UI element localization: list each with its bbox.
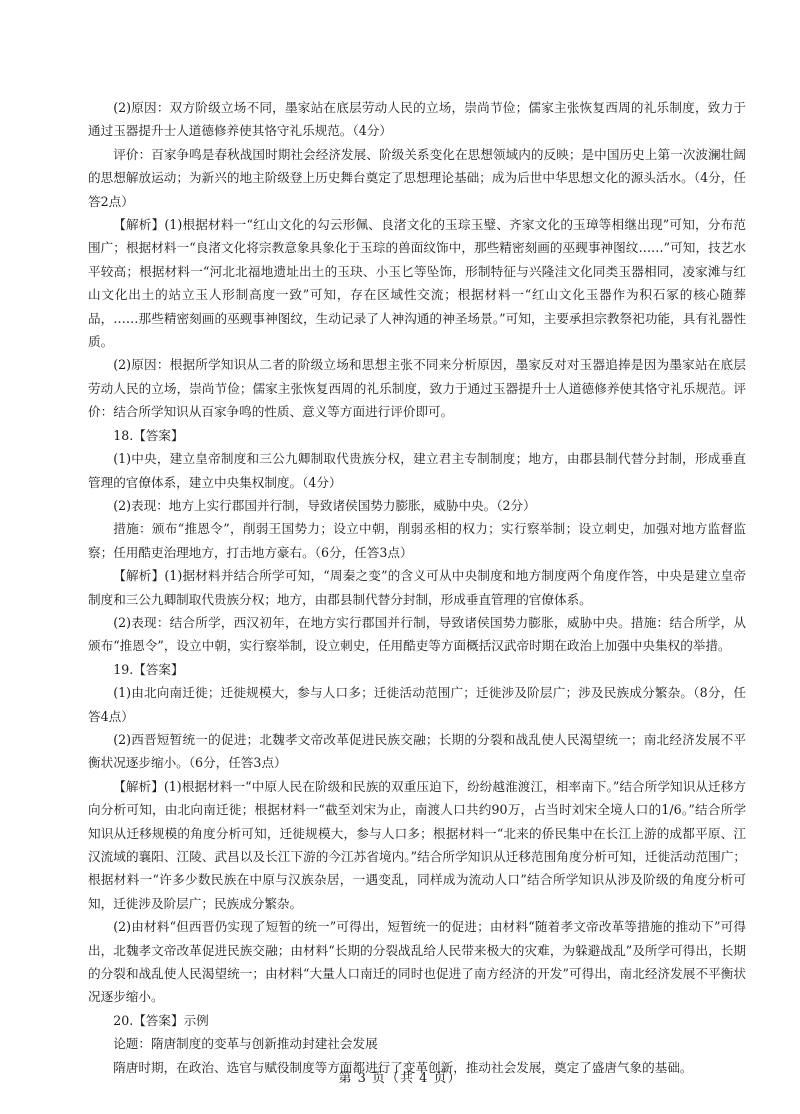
paragraph-q17-2-evaluation: 评价：百家争鸣是春秋战国时期社会经济发展、阶级关系变化在思想领域内的反映；是中国历史上第一次波澜壮阔的思想解放运动；为新兴的地主阶级登上历史舞台奠定了思想理论基础；成为后世中华思想文化的源头活水。（4分，任答2点） — [88, 146, 746, 209]
paragraph-q19-analysis-2: (2)由材料“但西晋仍实现了短暂的统一”可得出，短暂统一的促进；由材料“随着孝文帝改革等措施的推动下”可得出，北魏孝文帝改革促进民族交融；由材料“长期的分裂战乱给人民带来极大的灾难，为躲避战乱”及所学可得出，长期的分裂和战乱使人民渴望统一；由材料“大量人口南迁的同时也促进了南方经济的开发”可得出，南北经济发展不平衡状况逐步缩小。 — [88, 919, 746, 1005]
heading-q18-answer: 18.【答案】 — [113, 427, 184, 443]
paragraph-q18-1: (1)中央，建立皇帝制度和三公九卿制取代贵族分权，建立君主专制制度；地方，由郡县制代替分封制，形成垂直管理的官僚体系，建立中央集权制度。（4分） — [88, 451, 746, 490]
answer-key-page-body — [88, 96, 746, 1079]
paragraph-q20-thesis: 论题：隋唐制度的变革与创新推动封建社会发展 — [113, 1036, 378, 1052]
heading-q19-answer: 19.【答案】 — [113, 661, 184, 677]
page-number-footer: 第 3 页（共 4 页） — [338, 1071, 462, 1086]
paragraph-q19-1: (1)由北向南迁徙；迁徙规模大，参与人口多；迁徙活动范围广；迁徙涉及阶层广；涉及民族成分繁杂。（8分，任答4点） — [88, 685, 746, 724]
paragraph-q18-analysis-2: (2)表现：结合所学，西汉初年，在地方实行郡国并行制，导致诸侯国势力膨胀，威胁中央。措施：结合所学，从颁布“推恩令”，设立中朝，实行察举制，设立刺史，任用酷吏等方面概括汉武帝时期在政治上加强中央集权的举措。 — [88, 614, 746, 654]
paragraph-q20-body: 隋唐时期，在政治、选官与赋役制度等方面都进行了变革创新，推动社会发展，奠定了盛唐气象的基础。 — [113, 1059, 693, 1075]
paragraph-q18-2-performance: (2)表现：地方上实行郡国并行制，导致诸侯国势力膨胀，威胁中央。（2分） — [113, 497, 536, 513]
paragraph-q18-analysis-1: 【解析】(1)据材料并结合所学可知，“周秦之变”的含义可从中央制度和地方制度两个角度作答，中央是建立皇帝制度和三公九卿制取代贵族分权；地方，由郡县制代替分封制，形成垂直管理的官僚体系。 — [88, 568, 746, 607]
paragraph-q19-analysis-1: 【解析】(1)根据材料一“中原人民在阶级和民族的双重压迫下，纷纷越淮渡江，相率南下。”结合所学知识从迁移方向分析可知，由北向南迁徙；根据材料一“截至刘宋为止，南渡人口共约90万，占当时刘宋全境人口的1/6。”结合所学知识从迁移规模的角度分析可知，迁徙规模大，参与人口多；根据材料一“北来的侨民集中在长江上游的成都平原、江汉流域的襄阳、江陵、武昌以及长江下游的今江苏省境内。”结合所学知识从迁移范围角度分析可知，迁徙活动范围广；根据材料一“许多少数民族在中原与汉族杂居，一遇变乱，同样成为流动人口”结合所学知识从涉及阶级的角度分析可知，迁徙涉及阶层广；民族成分繁杂。 — [88, 778, 746, 911]
paragraph-q17-analysis-1: 【解析】(1)根据材料一“红山文化的勾云形佩、良渚文化的玉琮玉璧、齐家文化的玉璋等相继出现”可知，分布范围广；根据材料一“良渚文化将宗教意象具象化于玉琮的兽面纹饰中，那些精密刻画的巫觋事神图纹……”可知，技艺水平较高；根据材料一“河北北福地遗址出土的玉玦、小玉匕等坠饰，形制特征与兴隆洼文化同类玉器相同，凌家滩与红山文化出土的站立玉人形制高度一致”可知，存在区域性交流；根据材料一“红山文化玉器作为积石冢的核心随葬品，……那些精密刻画的巫觋事神图纹，生动记录了人神沟通的神圣场景。”可知，主要承担宗教祭祀功能，具有礼器性质。 — [88, 217, 746, 350]
paragraph-q18-2-measures: 措施：颁布“推恩令”，削弱王国势力；设立中朝，削弱丞相的权力；实行察举制；设立刺史，加强对地方监督监察；任用酷吏治理地方，打击地方豪右。（6分，任答3点） — [88, 521, 746, 560]
paragraph-q17-2-reason: (2)原因：双方阶级立场不同，墨家站在底层劳动人民的立场，崇尚节俭；儒家主张恢复西周的礼乐制度，致力于通过玉器提升士人道德修养使其恪守礼乐规范。（4分） — [88, 100, 746, 139]
paragraph-q19-2: (2)西晋短暂统一的促进；北魏孝文帝改革促进民族交融；长期的分裂和战乱使人民渴望统一；南北经济发展不平衡状况逐步缩小。（6分，任答3点） — [88, 731, 746, 771]
heading-q20-answer: 20.【答案】示例 — [113, 1012, 209, 1028]
paragraph-q17-analysis-2: (2)原因：根据所学知识从二者的阶级立场和思想主张不同来分析原因，墨家反对对玉器追捧是因为墨家站在底层劳动人民的立场，崇尚节俭；儒家主张恢复西周的礼乐制度，致力于通过玉器提升士人道德修养使其恪守礼乐规范。评价：结合所学知识从百家争鸣的性质、意义等方面进行评价即可。 — [88, 357, 746, 420]
